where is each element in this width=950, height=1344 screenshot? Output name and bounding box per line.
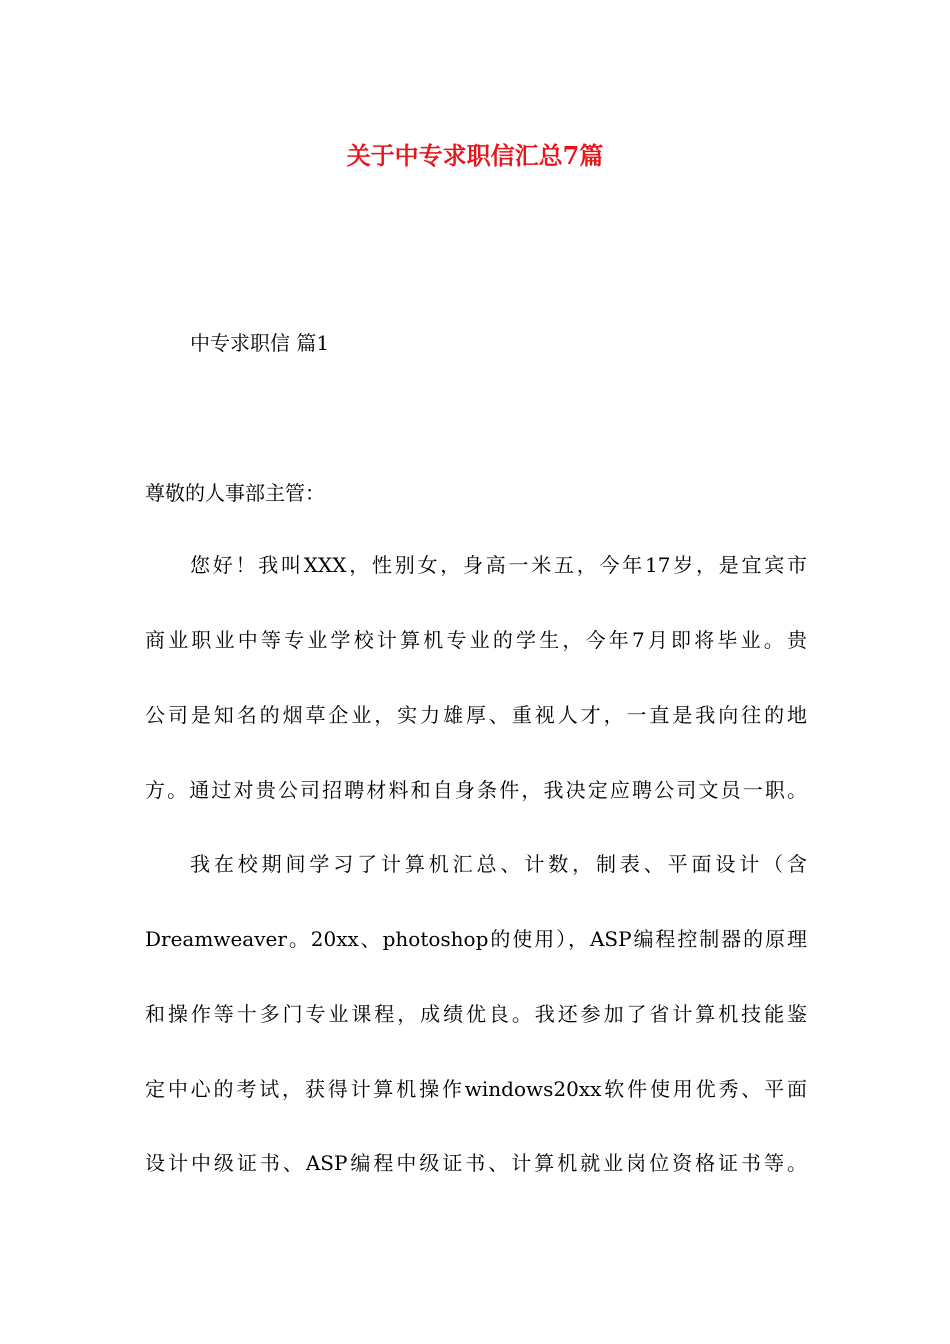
salutation-line: 尊敬的人事部主管： [145,481,325,505]
paragraph-1-line-4: 方。通过对贵公司招聘材料和自身条件，我决定应聘公司文员一职。 [145,778,807,802]
document-title: 关于中专求职信汇总7篇 [346,141,604,170]
paragraph-2-line-1: 我在校期间学习了计算机汇总、计数，制表、平面设计（含 [190,852,807,876]
paragraph-1-line-2: 商业职业中等专业学校计算机专业的学生，今年7月即将毕业。贵 [145,628,807,652]
paragraph-2-line-4: 定中心的考试，获得计算机操作windows20xx软件使用优秀、平面 [145,1077,807,1101]
paragraph-1-line-3: 公司是知名的烟草企业，实力雄厚、重视人才，一直是我向往的地 [145,703,807,727]
paragraph-2-line-2: Dreamweaver。20xx、photoshop的使用），ASP编程控制器的原理 [145,927,807,951]
paragraph-2-line-3: 和操作等十多门专业课程，成绩优良。我还参加了省计算机技能鉴 [145,1002,807,1026]
section-heading: 中专求职信 篇1 [190,331,330,355]
paragraph-1-line-1: 您好！我叫XXX，性别女，身高一米五，今年17岁，是宜宾市 [190,553,807,577]
paragraph-2-line-5: 设计中级证书、ASP编程中级证书、计算机就业岗位资格证书等。 [145,1151,807,1175]
